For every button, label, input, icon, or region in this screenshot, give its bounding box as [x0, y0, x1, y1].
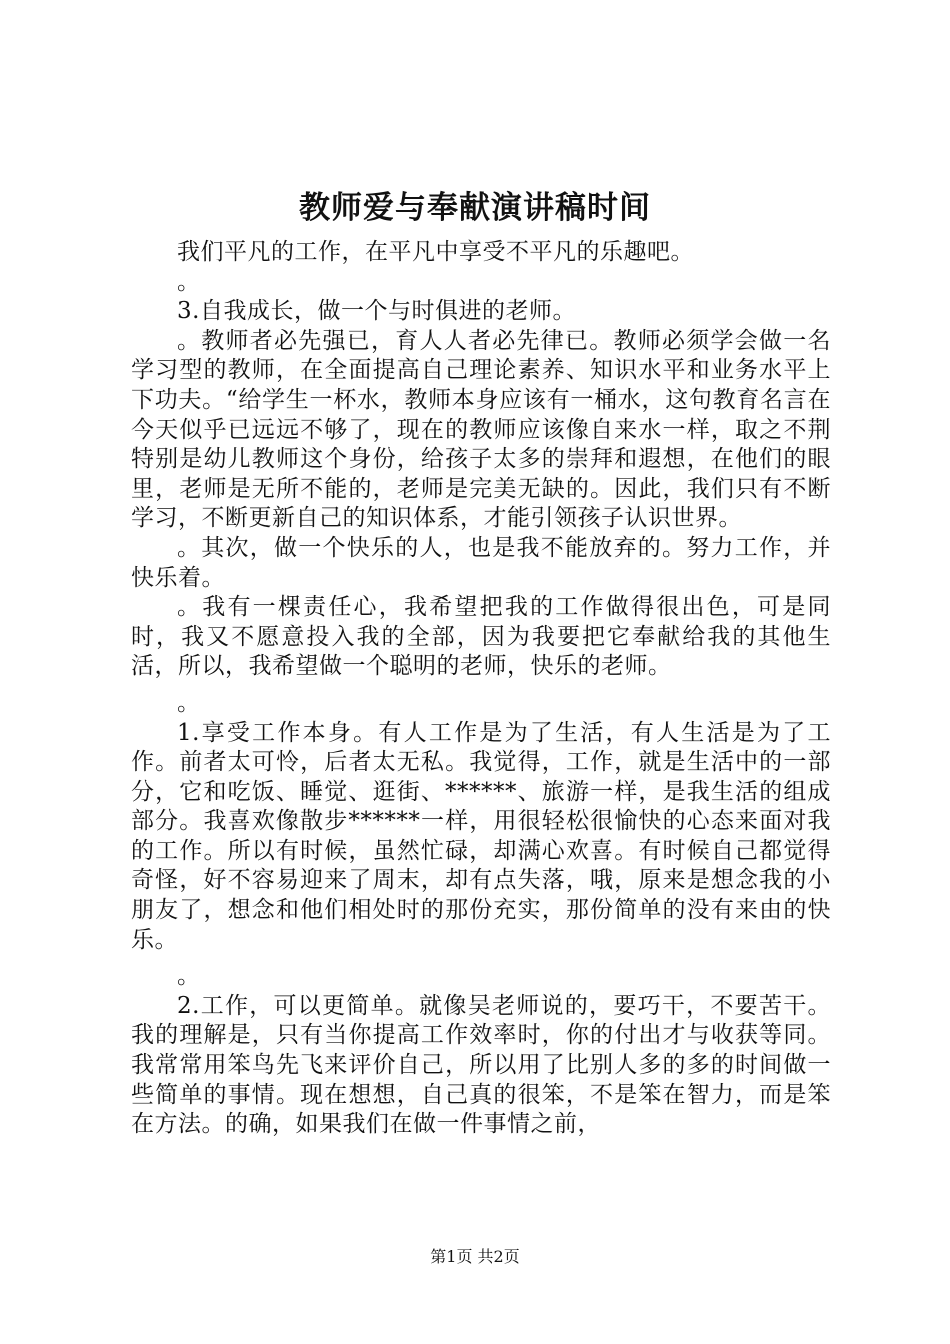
- document-title: 教师爱与奉献演讲稿时间: [299, 190, 651, 226]
- paragraph: 。其次，做一个快乐的人，也是我不能放弃的。努力工作，并快乐着。: [131, 534, 831, 591]
- paragraph: 2.工作，可以更简单。就像吴老师说的，要巧干，不要苦干。我的理解是，只有当你提高工作效率时，你的付出才与收获等同。我常常用笨鸟先飞来评价自己，所以用了比别人多的多的时间做一些简单的事情。现在想想，自己真的很笨，不是笨在智力，而是笨在方法。的确，如果我们在做一件事情之前，: [131, 992, 831, 1138]
- paragraph: 。: [177, 268, 201, 295]
- paragraph: 3.自我成长，做一个与时俱进的老师。: [177, 298, 576, 325]
- paragraph: 1.享受工作本身。有人工作是为了生活，有人生活是为了工作。前者太可怜，后者太无私。我觉得，工作，就是生活中的一部分，它和吃饭、睡觉、逛街、******、旅游一样，是我生活的组成部分。我喜欢像散步******一样，用很轻松很愉快的心态来面对我的工作。所以有时候，虽然忙碌，却满心欢喜。有时候自己都觉得奇怪，好不容易迎来了周末，却有点失落，哦，原来是想念我的小朋友了，想念和他们相处时的那份充实，那份简单的没有来由的快乐。: [131, 719, 831, 953]
- page-number-footer: 第1页 共2页: [430, 1247, 520, 1266]
- paragraph: 。: [177, 689, 201, 716]
- paragraph: 。我有一棵责任心，我希望把我的工作做得很出色，可是同时，我又不愿意投入我的全部，因为我要把它奉献给我的其他生活，所以，我希望做一个聪明的老师，快乐的老师。: [131, 594, 831, 680]
- paragraph: 。: [177, 963, 201, 990]
- paragraph: 。教师者必先强已，育人人者必先律已。教师必须学会做一名学习型的教师，在全面提高自己理论素养、知识水平和业务水平上下功夫。“给学生一杯水，教师本身应该有一桶水，这句教育名言在今天似乎已远远不够了，现在的教师应该像自来水一样，取之不荆特别是幼儿教师这个身份，给孩子太多的崇拜和遐想，在他们的眼里，老师是无所不能的，老师是完美无缺的。因此，我们只有不断学习，不断更新自己的知识体系，才能引领孩子认识世界。: [131, 327, 831, 532]
- document-body: [131, 238, 831, 1140]
- paragraph: 我们平凡的工作，在平凡中享受不平凡的乐趣吧。: [177, 239, 694, 265]
